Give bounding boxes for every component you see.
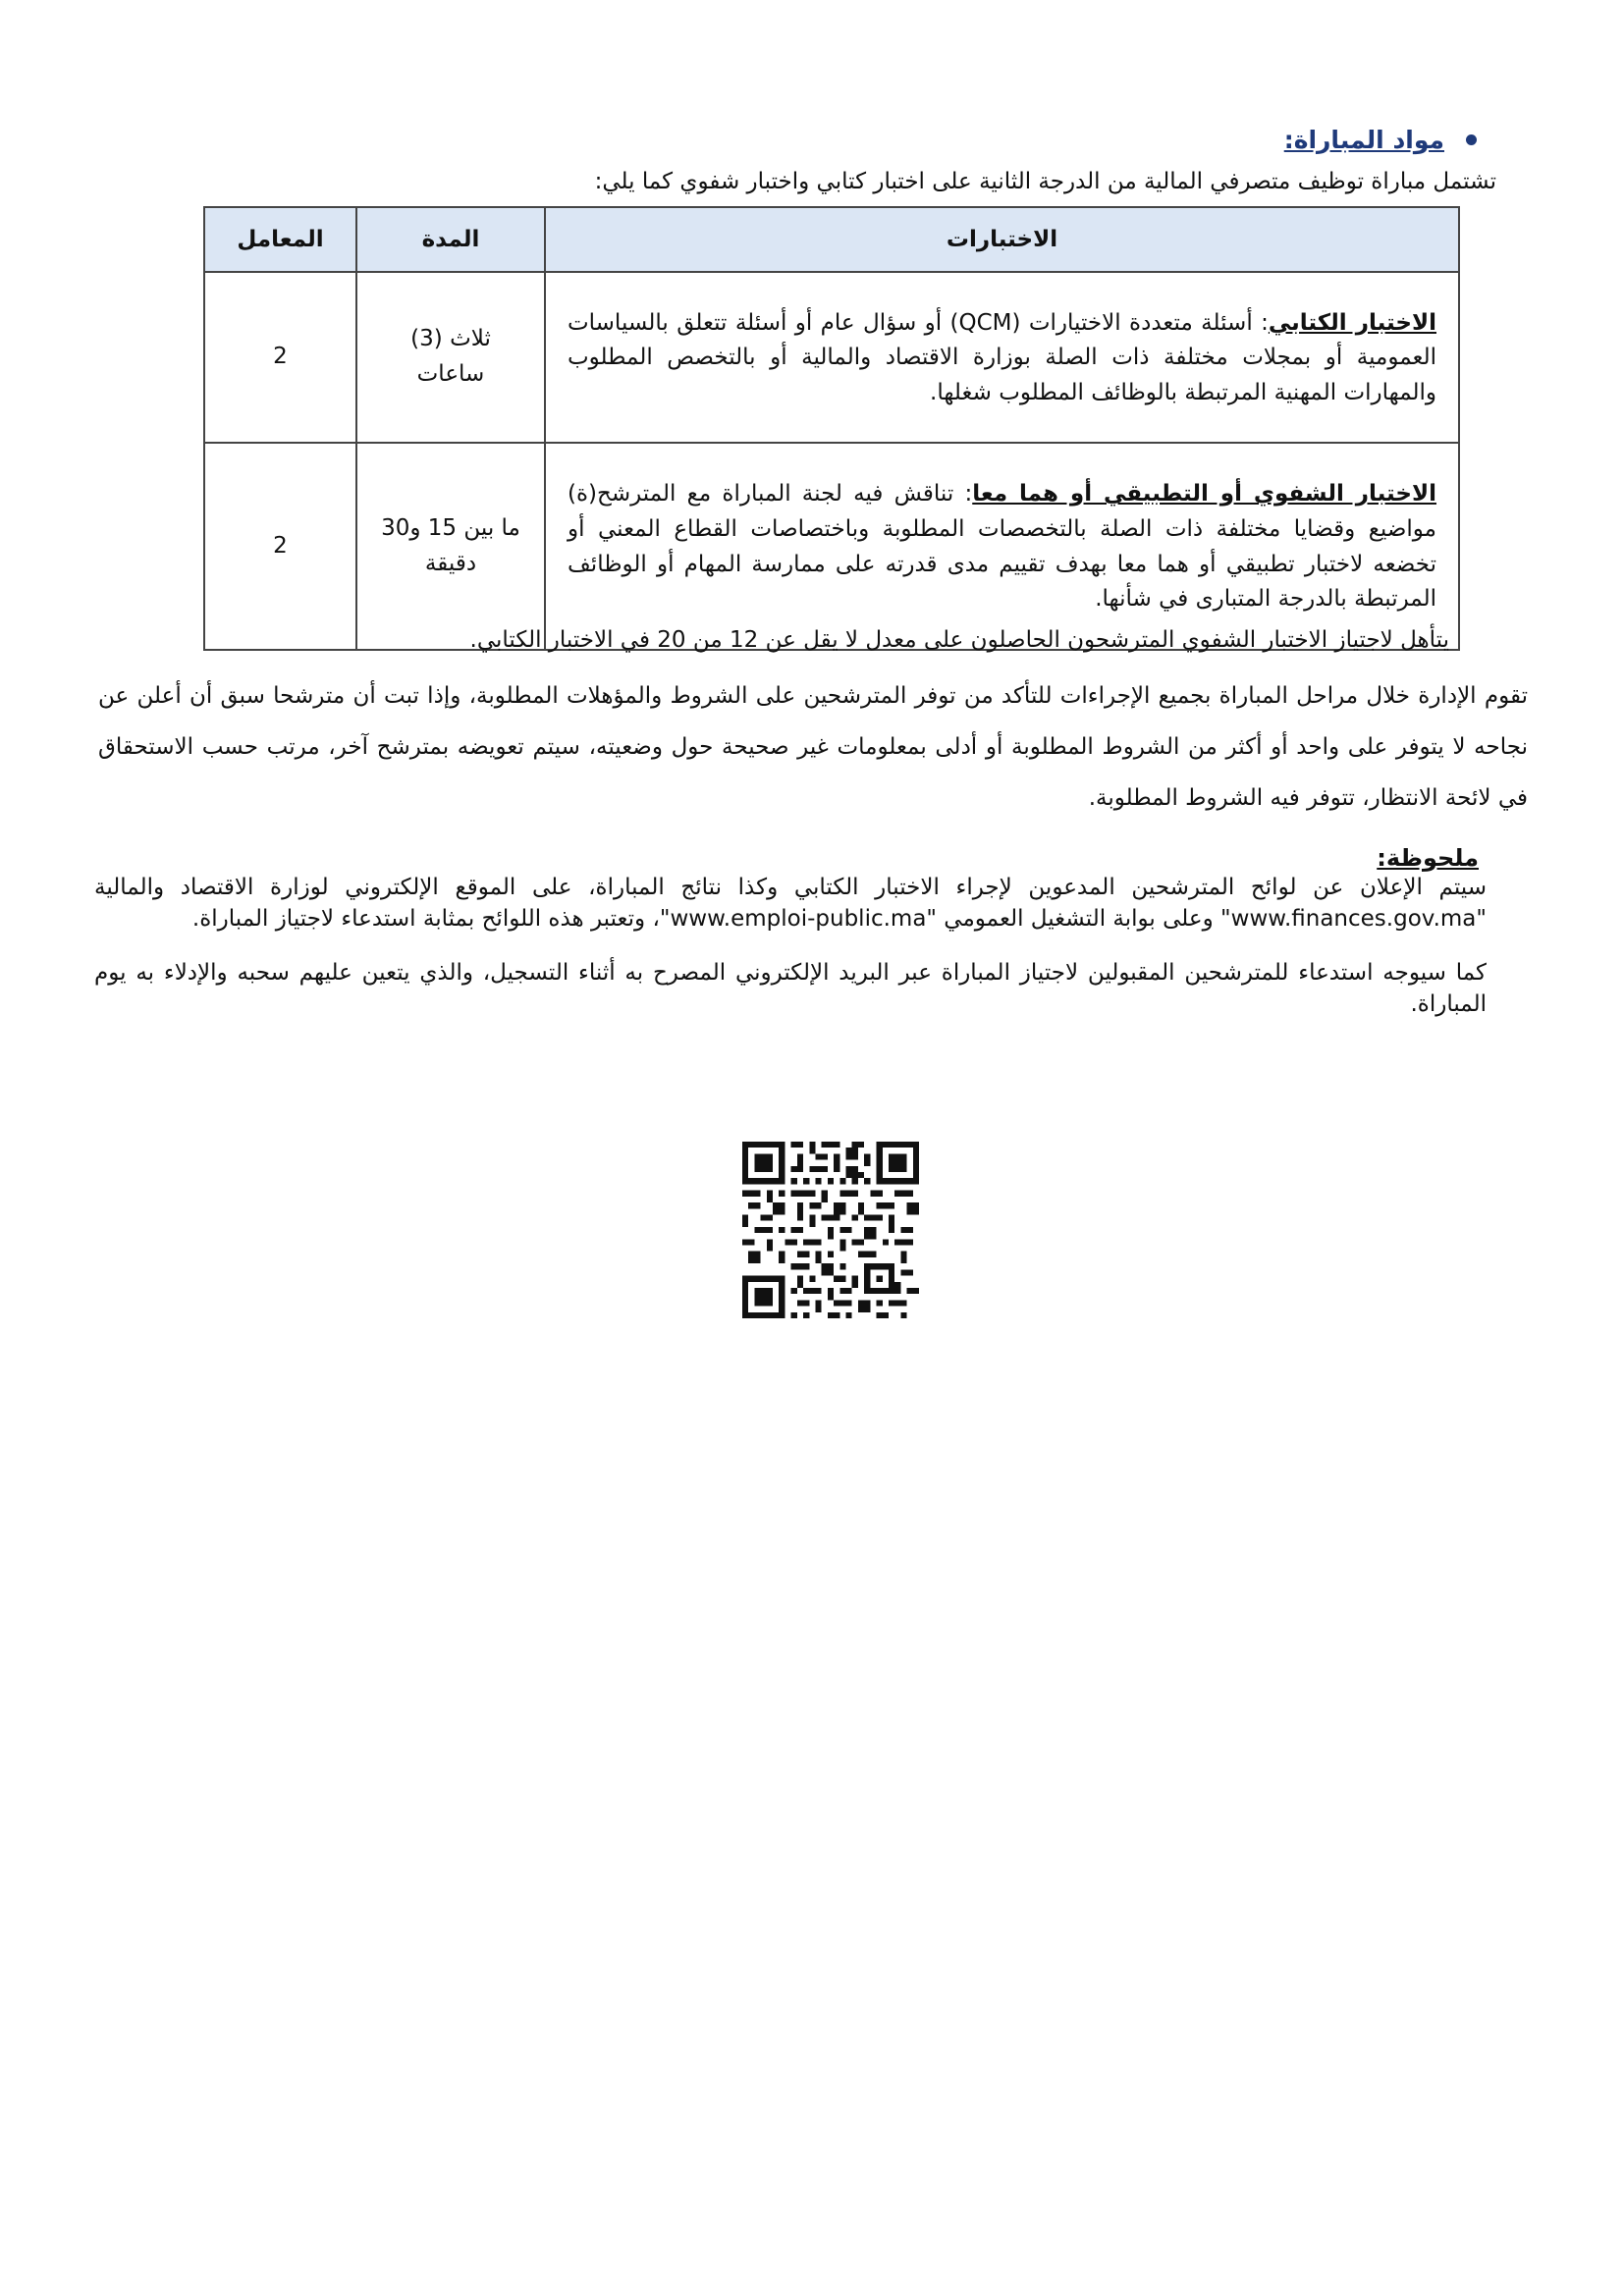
coefficient-cell: 2 <box>204 443 356 650</box>
test-description-cell <box>545 272 1459 443</box>
test-description: : تناقش فيه لجنة المباراة مع المترشح(ة) مواضيع وقضايا مختلفة ذات الصلة بالتخصصات المطلوبة وباختصاصات القطاع المعني أو تخضعه لاختبار تطبيقي أو هما معا بهدف تقييم مدى قدرته على ممارسة المهام أو الوظائف المرتبطة بالدرجة المتبارى في شأنها. <box>568 481 1436 613</box>
coefficient-cell: 2 <box>204 272 356 443</box>
duration-line: ثلاث (3) <box>410 326 491 352</box>
table-row <box>204 272 1459 443</box>
intro-text: تشتمل مباراة توظيف متصرفي المالية من الدرجة الثانية على اختبار كتابي واختبار شفوي كما يلي: <box>594 169 1496 194</box>
header-coefficient: المعامل <box>204 207 356 272</box>
duration-line: ما بين 15 و30 <box>381 514 520 541</box>
header-tests: الاختبارات <box>545 207 1459 272</box>
test-name: الاختبار الكتابي <box>1268 309 1436 336</box>
administration-text: تقوم الإدارة خلال مراحل المباراة بجميع الإجراءات للتأكد من توفر المترشحين على الشروط والمؤهلات المطلوبة، وإذا تبت أن مترشحا سبق أن أعلن عن نجاحه لا يتوفر على واحد أو أكثر من الشروط المطلوبة أو أدلى بمعلومات غير صحيحة حول وضعيته، سيتم تعويضه بمترشح آخر، مرتب حسب الاستحقاق في لائحة الانتظار، تتوفر فيه الشروط المطلوبة. <box>98 683 1528 811</box>
note-title: ملحوظة: <box>1377 844 1479 872</box>
announcement-text: سيتم الإعلان عن لوائح المترشحين المدعوين لإجراء الاختبار الكتابي وكذا نتائج المباراة، على الموقع الإلكتروني لوزارة الاقتصاد والمالية "www.finances.gov.ma" وعلى بوابة التشغيل العمومي "www.emploi-public.ma"، وتعتبر هذه اللوائح بمثابة استدعاء لاجتياز المباراة. <box>94 875 1487 932</box>
table-header-row <box>204 207 1459 272</box>
duration-unit: دقيقة <box>424 550 477 576</box>
bullet-icon <box>1466 134 1477 145</box>
header-duration: المدة <box>356 207 545 272</box>
test-name: الاختبار الشفوي أو التطبيقي أو هما معا <box>972 481 1436 507</box>
convocation-text: كما سيوجه استدعاء للمترشحين المقبولين لاجتياز المباراة عبر البريد الإلكتروني المصرح به أثناء التسجيل، والذي يتعين عليهم سحبه والإدلاء به يوم المباراة. <box>94 960 1487 1017</box>
duration-cell <box>356 272 545 443</box>
section-heading <box>1284 126 1477 154</box>
qr-code-icon <box>742 1137 919 1323</box>
heading-text: مواد المباراة: <box>1283 126 1444 154</box>
tests-table <box>203 206 1460 651</box>
test-description: : أسئلة متعددة الاختيارات (QCM) أو سؤال عام أو أسئلة تتعلق بالسياسات العمومية أو بمجلات مختلفة ذات الصلة بوزارة الاقتصاد والمالية أو بالتخصص المطلوب والمهارات المهنية المرتبطة بالوظائف المطلوب شغلها. <box>568 309 1436 405</box>
qualification-text: يتأهل لاجتياز الاختبار الشفوي المترشحون الحاصلون على معدل لا يقل عن 12 من 20 في الاختبار الكتابي. <box>469 627 1449 653</box>
duration-unit: ساعات <box>416 361 485 387</box>
